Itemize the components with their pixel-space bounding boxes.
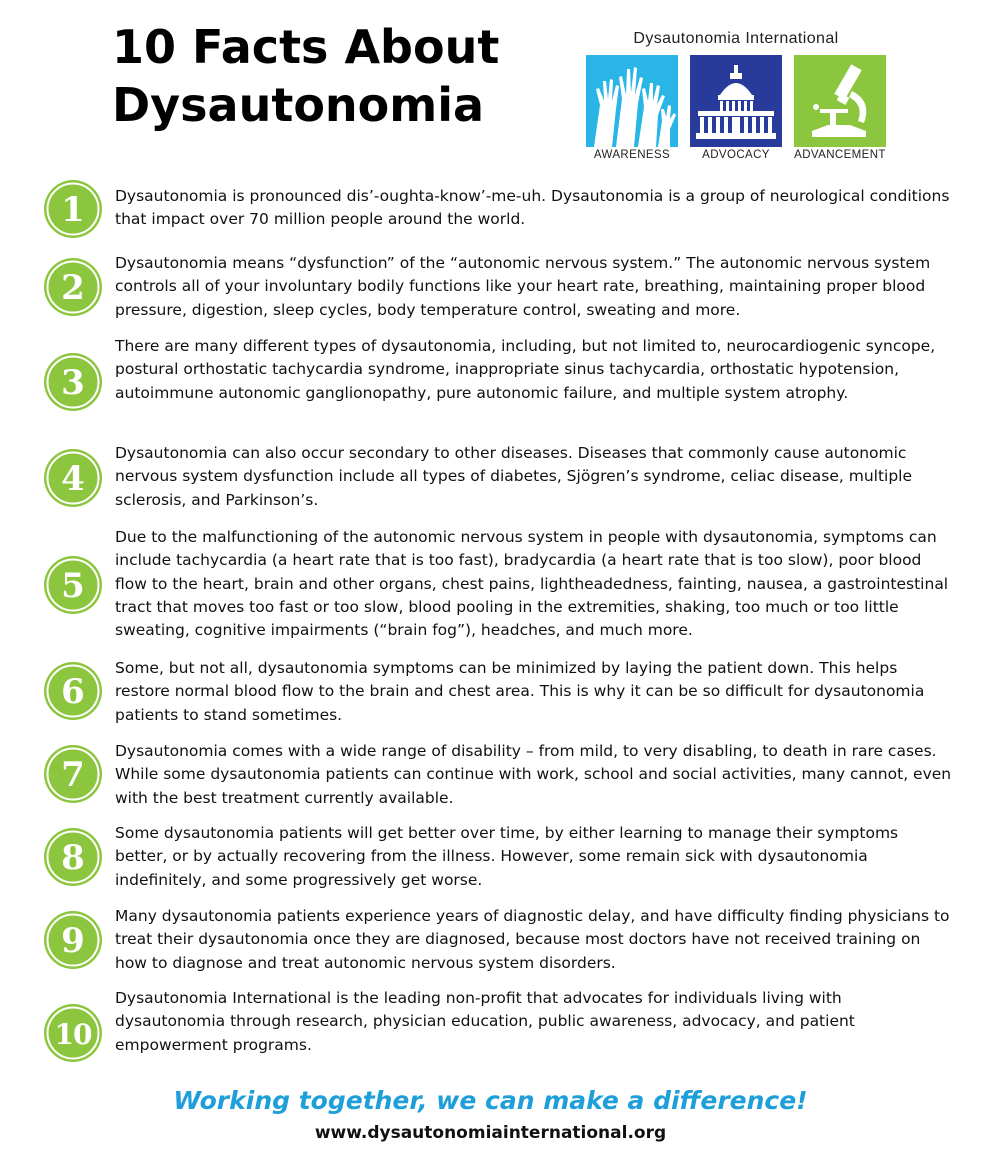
fact-number: 1 bbox=[61, 190, 85, 230]
logo-name: Dysautonomia International bbox=[633, 30, 839, 47]
page-title: 10 Facts About Dysautonomia bbox=[112, 20, 500, 132]
fact-number: 2 bbox=[61, 268, 85, 308]
number-10-badge-icon bbox=[43, 1003, 103, 1063]
fact-number: 8 bbox=[61, 838, 85, 878]
tile-label-awareness: AWARENESS bbox=[593, 149, 671, 161]
fact-text: Dysautonomia International is the leading non-profit that advocates for individuals living with dysautonomia through research, physician education, public awareness, advocacy, and patient empowerment programs. bbox=[115, 989, 855, 1054]
fact-number: 3 bbox=[61, 363, 85, 403]
fact-text: There are many different types of dysautonomia, including, but not limited to, neurocardiogenic syncope, postural orthostatic tachycardia syndrome, inappropriate sinus tachycardia, orthostatic hypotension, autoimmune autonomic ganglionopathy, pure autonomic failure, and multiple system atrophy. bbox=[115, 337, 936, 402]
number-5-badge-icon bbox=[43, 555, 103, 615]
fact-text: Some dysautonomia patients will get better over time, by either learning to manage their symptoms better, or by actually recovering from the illness. However, some remain sick with dysautonomia indefinitely, and some progressively get worse. bbox=[115, 824, 899, 889]
number-8-badge-icon bbox=[43, 827, 103, 887]
tile-label-advancement: ADVANCEMENT bbox=[794, 149, 886, 161]
fact-text: Dysautonomia means “dysfunction” of the “autonomic nervous system.” The autonomic nervous system controls all of your involuntary bodily functions like your heart rate, breathing, maintaining proper blood pressure, digestion, sleep cycles, body temperature control, sweating and more. bbox=[115, 254, 931, 319]
capitol-dome-icon bbox=[690, 55, 782, 147]
number-4-badge-icon bbox=[43, 448, 103, 508]
number-6-badge-icon bbox=[43, 661, 103, 721]
number-1-badge-icon bbox=[43, 179, 103, 239]
fact-text: Dysautonomia is pronounced dis’-oughta-know’-me-uh. Dysautonomia is a group of neurological conditions that impact over 70 million people around the world. bbox=[115, 187, 950, 229]
raised-hands-icon bbox=[586, 55, 678, 147]
number-7-badge-icon bbox=[43, 744, 103, 804]
number-2-badge-icon bbox=[43, 257, 103, 317]
fact-number: 10 bbox=[54, 1018, 92, 1051]
number-9-badge-icon bbox=[43, 910, 103, 970]
microscope-icon bbox=[794, 55, 886, 147]
fact-number: 4 bbox=[61, 459, 85, 499]
fact-text: Many dysautonomia patients experience years of diagnostic delay, and have difficulty finding physicians to treat their dysautonomia once they are diagnosed, because most doctors have not received training on how to diagnose and treat autonomic nervous system disorders. bbox=[115, 907, 950, 972]
fact-number: 6 bbox=[61, 672, 85, 712]
tagline: Working together, we can make a difference! bbox=[173, 1086, 808, 1115]
fact-text: Due to the malfunctioning of the autonomic nervous system in people with dysautonomia, symptoms can include tachycardia (a heart rate that is too fast), bradycardia (a heart rate that is too slow), poor blood flow to the heart, brain and other organs, chest pains, lightheadedness, fainting, nausea, a gastrointestinal tract that moves too fast or too slow, blood pooling in the extremities, shaking, too much or too little sweating, cognitive impairments (“brain fog”), headches, and much more. bbox=[115, 528, 949, 640]
fact-text: Dysautonomia can also occur secondary to other diseases. Diseases that commonly cause autonomic nervous system dysfunction include all types of diabetes, Sjögren’s syndrome, celiac disease, multiple sclerosis, and Parkinson’s. bbox=[115, 444, 913, 509]
website-link[interactable]: www.dysautonomiainternational.org bbox=[314, 1123, 667, 1143]
fact-number: 5 bbox=[61, 566, 85, 606]
dysautonomia-international-logo bbox=[586, 28, 886, 168]
fact-number: 7 bbox=[61, 755, 85, 795]
fact-text: Dysautonomia comes with a wide range of disability – from mild, to very disabling, to death in rare cases. While some dysautonomia patients can continue with work, school and social activities, many cannot, even with the best treatment currently available. bbox=[115, 742, 952, 807]
fact-text: Some, but not all, dysautonomia symptoms can be minimized by laying the patient down. This helps restore normal blood flow to the brain and chest area. This is why it can be so difficult for dysautonomia patients to stand sometimes. bbox=[115, 659, 925, 724]
number-3-badge-icon bbox=[43, 352, 103, 412]
tile-label-advocacy: ADVOCACY bbox=[702, 149, 770, 161]
fact-number: 9 bbox=[61, 921, 85, 961]
